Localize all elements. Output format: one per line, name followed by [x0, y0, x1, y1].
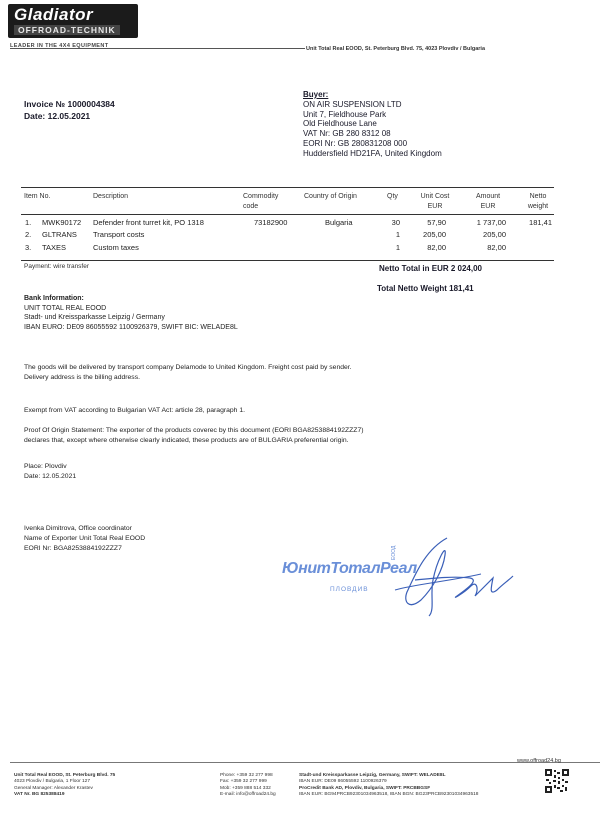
header-divider — [10, 48, 305, 49]
col-header-qty: Qty — [387, 193, 398, 200]
total-netto-weight: Total Netto Weight 181,41 — [377, 284, 474, 293]
vat-exempt-statement: Exempt from VAT according to Bulgarian VAT Act: article 28, paragraph 1. — [24, 407, 246, 414]
table-header-rule — [21, 214, 554, 215]
footer-bank-line: IBAN EUR: BG94PRCB92301034963518, IBAN BGN: BG23PRCB92301034963518 — [299, 792, 479, 798]
footer-bank-line: ProCredit Bank AD, Plovdiv, Bulgaria, SWIFT: PRCBBGSF — [299, 785, 431, 791]
qr-code-icon — [545, 769, 569, 793]
col-header-netto-line2: weight — [527, 203, 549, 210]
logo-main-text: Gladiator — [14, 5, 94, 24]
footer-contact — [220, 773, 276, 799]
col-header-netto-line1: Netto — [529, 193, 547, 200]
table-bottom-rule — [21, 260, 554, 261]
logo-tagline: LEADER IN THE 4X4 EQUIPMENT — [10, 43, 109, 49]
col-header-description: Description — [93, 193, 129, 200]
company-stamp: ЮнитТоталРеал — [282, 560, 417, 577]
row-qty: 30 — [391, 218, 400, 227]
row-item-no: TAXES — [42, 243, 67, 252]
row-unit-cost: 57,90 — [427, 218, 446, 227]
row-netto-weight: 181,41 — [529, 218, 552, 227]
netto-total: Netto Total in EUR 2 024,00 — [379, 264, 482, 273]
footer-company-line: General Manager: Alexander Krastev — [14, 785, 93, 791]
row-item-no: GLTRANS — [42, 230, 77, 239]
buyer-line: ON AIR SUSPENSION LTD — [303, 99, 402, 109]
col-header-commodity-line2: code — [243, 203, 259, 210]
col-header-commodity-line1: Commodity — [243, 193, 279, 200]
row-description: Transport costs — [93, 230, 145, 239]
bank-line: Stadt- und Kreissparkasse Leipzig / Germany — [24, 314, 165, 321]
handwritten-signature — [385, 530, 520, 620]
col-header-item-no: Item No. — [24, 193, 51, 200]
signatory-line: Name of Exporter Unit Total Real EOOD — [24, 535, 146, 542]
row-pos: 3. — [25, 243, 32, 252]
col-header-country: Country of Origin — [304, 193, 357, 200]
row-unit-cost: 205,00 — [423, 230, 446, 239]
col-header-unit-cost-line1: Unit Cost — [420, 193, 450, 200]
footer-vat: VAT Nr. BG 825388419 — [14, 792, 65, 798]
buyer-line: Old Fieldhouse Lane — [303, 119, 377, 129]
col-header-amount — [468, 192, 508, 212]
bank-information — [24, 294, 238, 332]
col-header-amount-line1: Amount — [475, 193, 501, 200]
invoice-info — [24, 98, 115, 122]
company-stamp-side: ЕООД — [391, 545, 397, 560]
origin-line: declares that, except where otherwise clearly indicated, these products are of BULGARIA preferential origin. — [24, 437, 349, 444]
row-pos: 1. — [25, 218, 32, 227]
row-amount: 82,00 — [487, 243, 506, 252]
row-qty: 1 — [395, 243, 400, 252]
logo-sub-text: OFFROAD-TECHNIK — [14, 25, 120, 35]
buyer-line: EORI Nr: GB 280831208 000 — [303, 138, 408, 148]
footer-company — [14, 773, 115, 799]
footer-email: E-mail: info@offroad24.bg — [220, 792, 276, 798]
footer-phone: Phone: +359 32 277 998 — [220, 773, 273, 778]
row-item-no: MWK90172 — [42, 218, 82, 227]
row-qty: 1 — [395, 230, 400, 239]
table-top-rule — [21, 187, 554, 188]
payment-method: Payment: wire transfer — [24, 263, 90, 270]
col-header-unit-cost — [415, 192, 455, 212]
footer-mobile: Mob: +359 888 514 332 — [220, 785, 271, 791]
footer-bank-line: Stadt-und Kreissparkasse Leipzig, Germany, SWIFT: WELADE8L — [299, 773, 446, 778]
bank-line: UNIT TOTAL REAL EOOD — [24, 304, 107, 312]
origin-statement — [24, 426, 544, 446]
footer-company-line: 4023 Plovdiv / Bulgaria, 1 Floor 127 — [14, 779, 90, 785]
invoice-number: Invoice № 1000004384 — [24, 99, 115, 109]
row-amount: 205,00 — [483, 230, 506, 239]
origin-line: Proof Of Origin Statement: The exporter of the products coverec by this document (EORI BGA8253884192ZZZ7) — [24, 427, 364, 434]
row-amount: 1 737,00 — [476, 218, 506, 227]
company-logo — [8, 4, 138, 38]
footer-divider — [10, 762, 600, 763]
delivery-line: Delivery address is the billing address. — [24, 374, 140, 381]
place: Place: Plovdiv — [24, 463, 67, 470]
footer-fax: Fax: +359 32 277 999 — [220, 779, 267, 785]
buyer-label: Buyer: — [303, 90, 329, 99]
company-stamp-city: ПЛОВДИВ — [330, 586, 369, 593]
bank-label: Bank Information: — [24, 295, 84, 302]
company-address: Unit Total Real EOOD, St. Peterburg Blvd. 75, 4023 Plovdiv / Bulgaria — [306, 46, 485, 52]
footer-bank — [299, 773, 478, 799]
col-header-netto-weight — [522, 192, 554, 212]
buyer-block — [303, 90, 442, 159]
col-header-commodity — [243, 192, 278, 212]
footer-website: www.offroad24.bg — [517, 758, 561, 764]
row-commodity: 73182900 — [254, 218, 288, 227]
bank-line: IBAN EURO: DE09 86055592 1100926379, SWIFT BIC: WELADE8L — [24, 323, 238, 331]
delivery-statement — [24, 363, 544, 383]
buyer-line: VAT Nr: GB 280 8312 08 — [303, 129, 391, 139]
col-header-amount-line2: EUR — [480, 203, 496, 210]
buyer-line: Unit 7, Fieldhouse Park — [303, 109, 387, 119]
buyer-line: Huddersfield HD21FA, United Kingdom — [303, 148, 442, 158]
row-pos: 2. — [25, 230, 32, 239]
place-date — [24, 462, 544, 482]
row-unit-cost: 82,00 — [427, 243, 446, 252]
row-country: Bulgaria — [325, 218, 353, 227]
row-description: Custom taxes — [93, 243, 139, 252]
signatory-line: EORI Nr: BGA8253884192ZZZ7 — [24, 545, 122, 552]
place-date-value: Date: 12.05.2021 — [24, 473, 77, 480]
footer-company-line: Unit Total Real EOOD, St. Peterburg Blvd. 75 — [14, 773, 116, 778]
invoice-date: Date: 12.05.2021 — [24, 111, 91, 121]
signatory-line: Ivenka Dimitrova, Office coordinator — [24, 525, 132, 532]
row-description: Defender front turret kit, PO 1318 — [93, 218, 204, 227]
footer-bank-line: IBAN EUR: DE09 86055592 1100926379 — [299, 779, 387, 785]
col-header-unit-cost-line2: EUR — [427, 203, 443, 210]
delivery-line: The goods will be delivered by transport company Delamode to United Kingdom. Freight cost paid by sender. — [24, 364, 352, 371]
